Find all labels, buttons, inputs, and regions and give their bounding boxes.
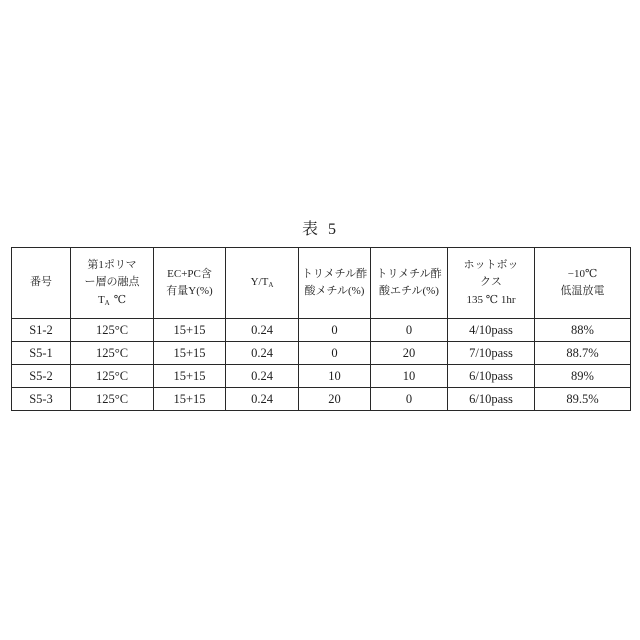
- cell-discharge: 89.5%: [535, 388, 631, 411]
- header-label-line: クス: [480, 276, 502, 289]
- header-label: 番号: [30, 276, 52, 289]
- header-cell-ethyl: [371, 248, 448, 319]
- header-label-line: トリメチル酢: [301, 267, 368, 280]
- header-cell-hotbox: [448, 248, 535, 319]
- header-label-line: 135 ℃ 1hr: [466, 293, 516, 306]
- cell-melting-point: 125°C: [71, 342, 154, 365]
- subscript-a: A: [268, 281, 274, 290]
- cell-hotbox: 6/10pass: [448, 388, 535, 411]
- cell-discharge: 89%: [535, 365, 631, 388]
- header-cell-methyl: [299, 248, 371, 319]
- cell-discharge: 88%: [535, 319, 631, 342]
- cell-ethyl: 0: [371, 388, 448, 411]
- table-header-row: [12, 248, 631, 319]
- header-cell-number: [12, 248, 71, 319]
- cell-ratio: 0.24: [226, 388, 299, 411]
- header-label-line: [228, 274, 296, 291]
- cell-ecpc-content: 15+15: [154, 365, 226, 388]
- cell-methyl: 0: [299, 319, 371, 342]
- header-label-line: 酸メチル(%): [304, 285, 365, 297]
- header-label-line: トリメチル酢: [376, 267, 442, 280]
- cell-melting-point: 125°C: [71, 388, 154, 411]
- table-row: [12, 388, 631, 411]
- header-cell-low-temp-discharge: [535, 248, 631, 319]
- cell-discharge: 88.7%: [535, 342, 631, 365]
- symbol-t: T: [97, 293, 105, 306]
- cell-ecpc-content: 15+15: [154, 388, 226, 411]
- header-label-line: [73, 292, 151, 309]
- header-cell-melting-point: [71, 248, 154, 319]
- cell-hotbox: 4/10pass: [448, 319, 535, 342]
- cell-ethyl: 10: [371, 365, 448, 388]
- cell-ethyl: 20: [371, 342, 448, 365]
- header-label-line: −10℃: [567, 267, 598, 280]
- cell-ratio: 0.24: [226, 319, 299, 342]
- cell-ratio: 0.24: [226, 342, 299, 365]
- cell-sample-id: S5-1: [12, 342, 71, 365]
- cell-methyl: 20: [299, 388, 371, 411]
- subscript-a: A: [104, 298, 110, 307]
- header-cell-ecpc-content: [154, 248, 226, 319]
- header-label-line: 低温放電: [560, 285, 605, 297]
- cell-methyl: 10: [299, 365, 371, 388]
- cell-methyl: 0: [299, 342, 371, 365]
- cell-sample-id: S5-2: [12, 365, 71, 388]
- cell-ratio: 0.24: [226, 365, 299, 388]
- header-cell-ratio: [226, 248, 299, 319]
- cell-melting-point: 125°C: [71, 365, 154, 388]
- header-label-line: ー層の融点: [84, 276, 140, 289]
- header-label-line: EC+PC含: [167, 267, 212, 280]
- cell-ecpc-content: 15+15: [154, 342, 226, 365]
- table-title: 表 5: [301, 221, 339, 238]
- table-row: [12, 342, 631, 365]
- cell-sample-id: S1-2: [12, 319, 71, 342]
- header-label-line: 有量Y(%): [166, 285, 213, 297]
- cell-hotbox: 6/10pass: [448, 365, 535, 388]
- header-label-line: 酸エチル(%): [379, 285, 439, 297]
- header-label-line: ホットボッ: [463, 259, 519, 272]
- data-table: [11, 247, 631, 411]
- cell-ethyl: 0: [371, 319, 448, 342]
- header-label-line: 第1ポリマ: [87, 259, 137, 272]
- cell-melting-point: 125°C: [71, 319, 154, 342]
- ratio-expression: Y/T: [250, 276, 269, 289]
- cell-sample-id: S5-3: [12, 388, 71, 411]
- table-row: [12, 365, 631, 388]
- table-row: [12, 319, 631, 342]
- cell-hotbox: 7/10pass: [448, 342, 535, 365]
- unit-celsius: ℃: [113, 293, 127, 306]
- cell-ecpc-content: 15+15: [154, 319, 226, 342]
